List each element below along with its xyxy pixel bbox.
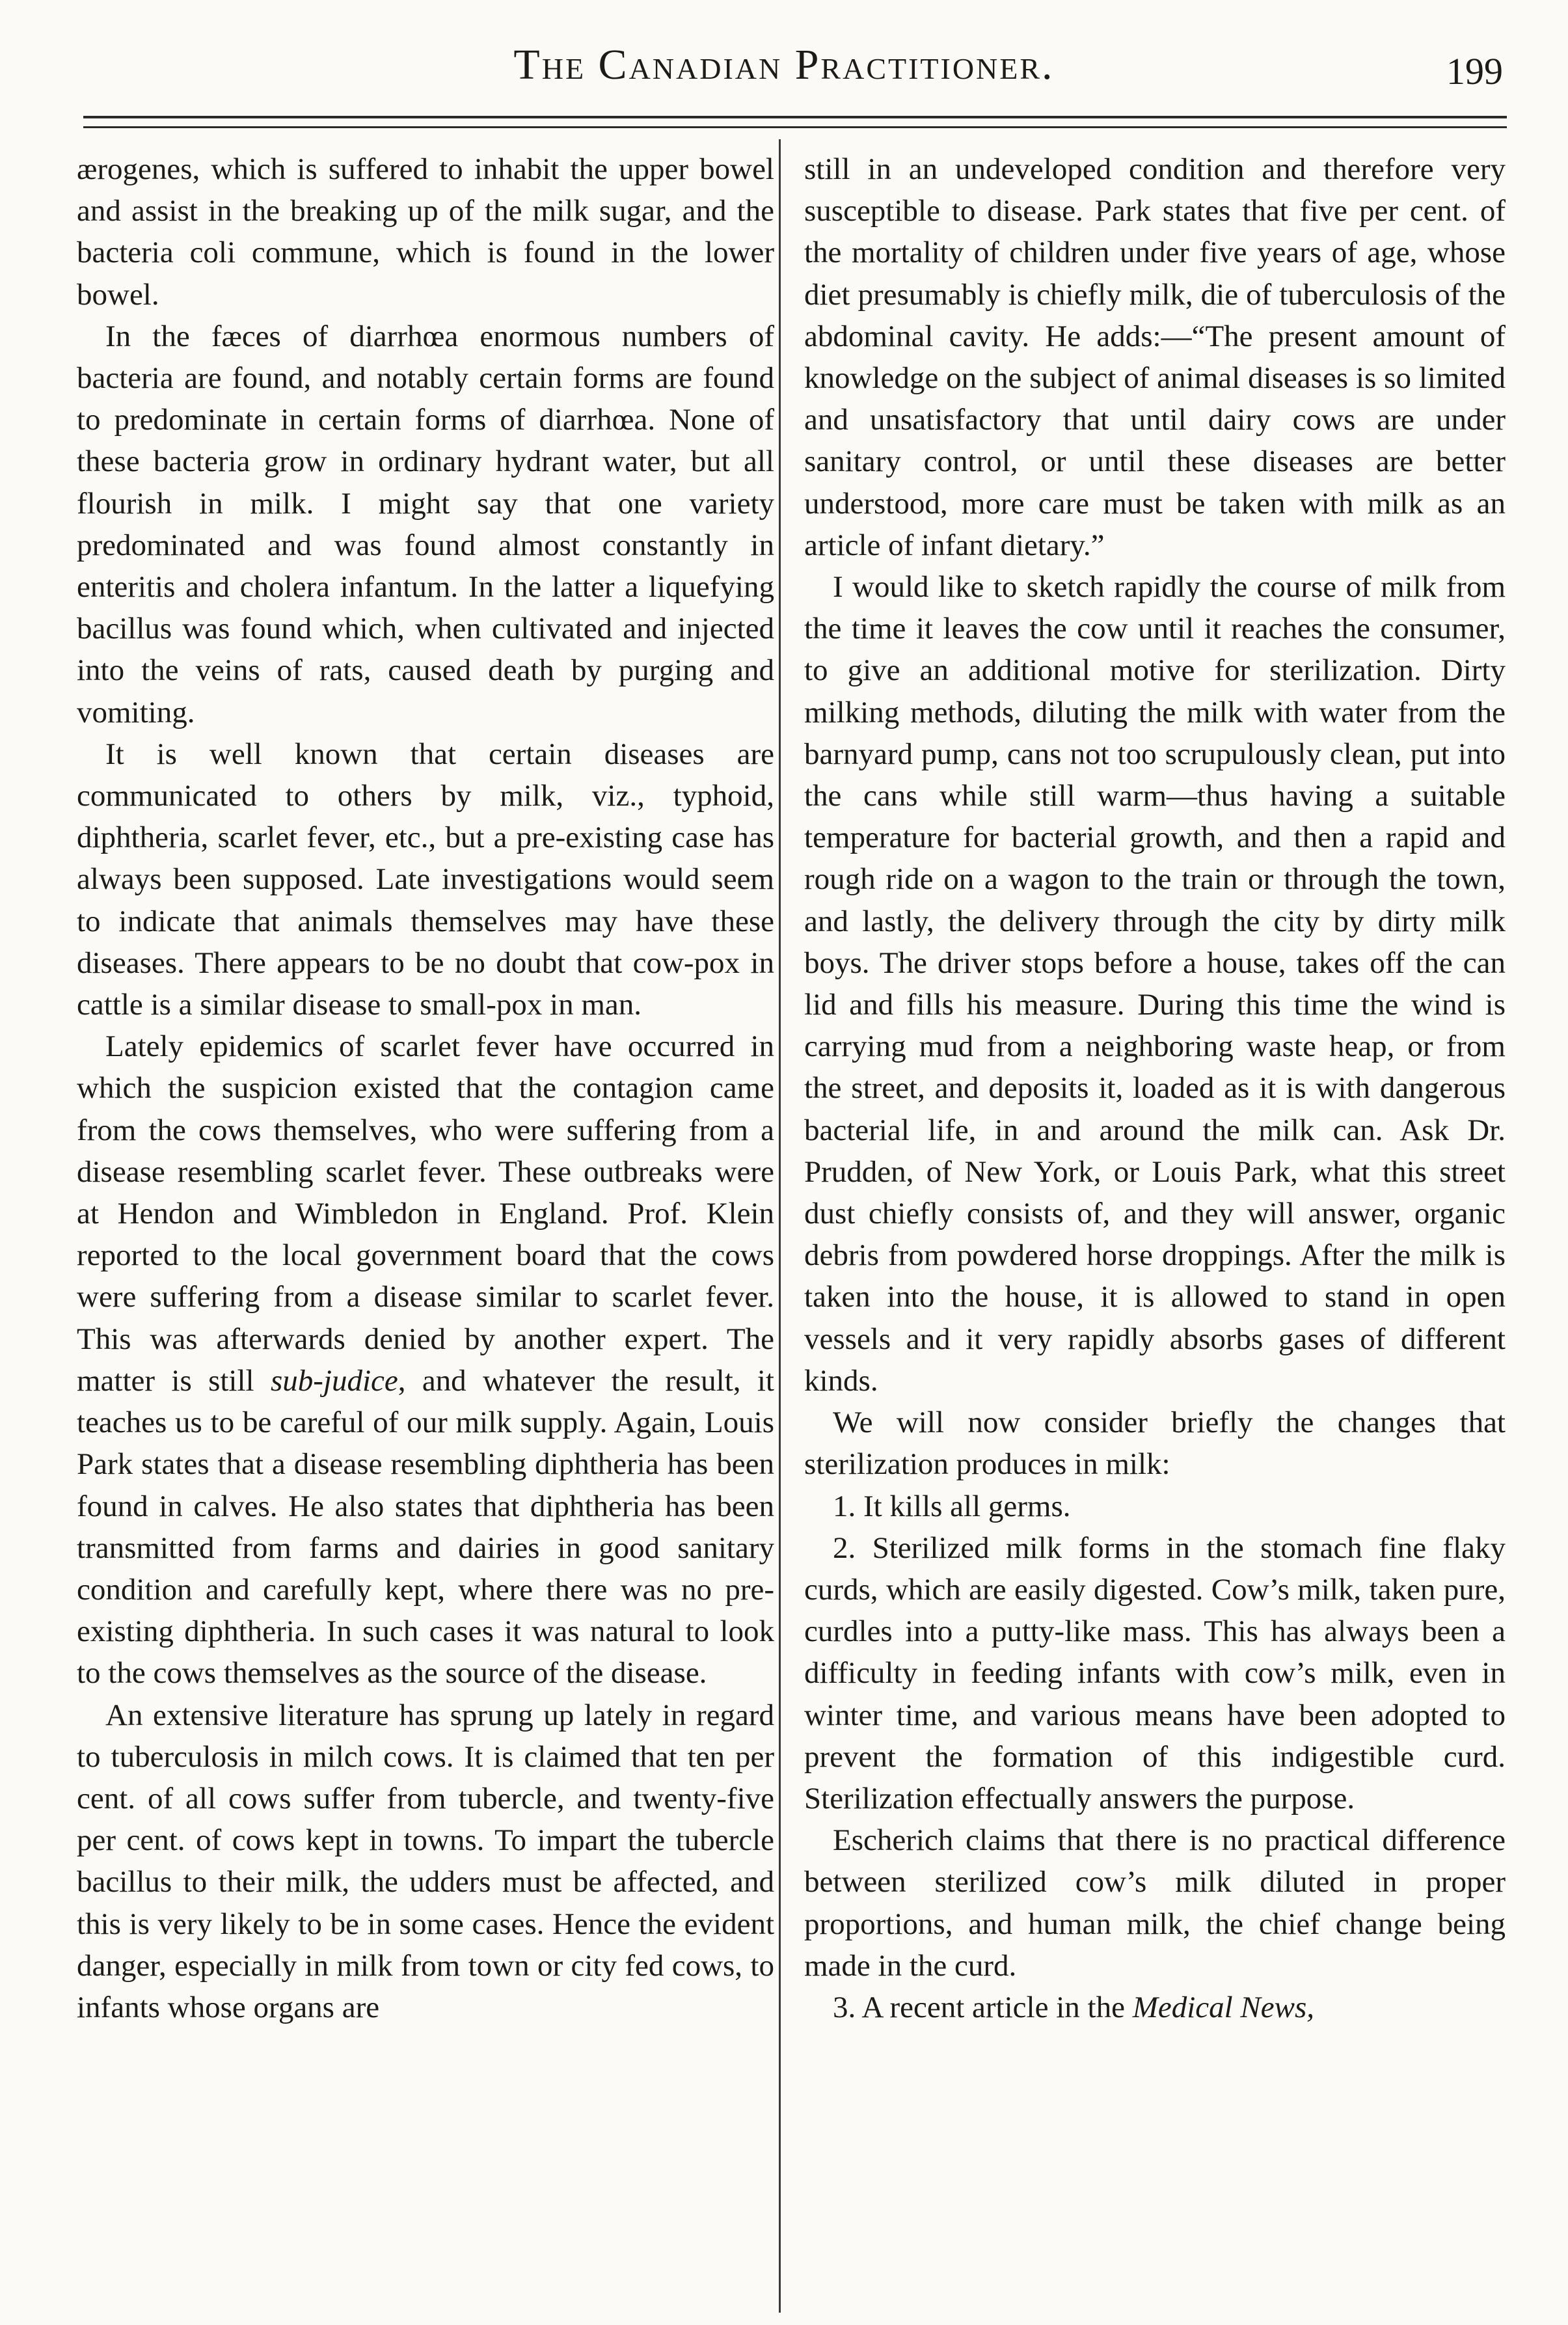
- journal-title: The Canadian Practitioner.: [513, 41, 1055, 88]
- column-divider: [779, 139, 781, 2313]
- left-column: [77, 148, 774, 2028]
- paragraph-changes-intro: We will now consider briefly the changes that sterilization produces in milk:: [804, 1406, 1506, 1482]
- paragraph-scarlet-fever: [77, 1026, 774, 1694]
- paragraph-milk-course: I would like to sketch rapidly the course of milk from the time it leaves the cow until it reaches the consumer, to give an additional motive for sterilization. Dirty milking methods, diluting the milk with water from the barnyard pump, cans not too scrupulously clean, put into the cans while still warm—thus having a suitable temperature for bacterial growth, and then a rapid and rough ride on a wagon to the train or through the town, and lastly, the delivery through the city by dirty milk boys. The driver stops before a house, takes off the can lid and fills his measure. During this time the wind is carrying mud from a neighboring waste heap, or from the street, and deposits it, loaded as it is with dangerous bacterial life, in and around the milk can. Ask Dr. Prudden, of New York, or Louis Park, what this street dust chiefly consists of, and they will answer, organic debris from powdered horse droppings. After the milk is taken into the house, it is allowed to stand in open vessels and it very rapidly absorbs gases of different kinds.: [804, 570, 1506, 1398]
- scarlet-text-1: Lately epidemics of scarlet fever have occurred in which the suspicion existed that the contagion came from the cows themselves, who were suffering from a disease resembling scarlet fever. These outbreaks were at Hendon and Wimbledon in England. Prof. Klein reported to the local government board that the cows were suffering from a disease similar to scarlet fever. This was afterwards denied by another expert. The matter is still: [77, 1029, 774, 1398]
- list-item-1: 1. It kills all germs.: [833, 1489, 1071, 1523]
- right-column: [804, 148, 1506, 2028]
- paragraph-park: still in an undeveloped condition and therefore very susceptible to disease. Park states that five per cent. of the mortality of children under five years of age, whose diet presumably is chiefly milk, die of tuberculosis of the abdominal cavity. He adds:—“The present amount of knowledge on the subject of animal diseases is so limited and unsatisfactory that until dairy cows are under sanitary control, or until these diseases are better understood, more care must be taken with milk as an article of infant dietary.”: [804, 152, 1506, 562]
- list-item-3: [804, 1987, 1506, 2028]
- paragraph-diseases: It is well known that certain diseases are communicated to others by milk, viz., typhoid, diphtheria, scarlet fever, etc., but a pre-existing case has always been supposed. Late investigations would seem to indicate that animals themselves may have these diseases. There appears to be no doubt that cow-pox in cattle is a similar disease to small-pox in man.: [77, 737, 774, 1022]
- scarlet-text-2: , and whatever the result, it teaches us to be careful of our milk supply. Again, Louis Park states that a disease resembling diphtheria has been found in calves. He also states that diphtheria has been transmitted from farms and dairies in good sanitary condition and carefully kept, where there was no pre-existing diphtheria. In such cases it was natural to look to the cows themselves as the source of the disease.: [77, 1363, 774, 1691]
- list-item-2: 2. Sterilized milk forms in the stomach fine flaky curds, which are easily digested. Cow’s milk, taken pure, curdles into a putty-like mass. This has always been a difficulty in feeding infants with cow’s milk, even in winter time, and various means have been adopted to prevent the formation of this indigestible curd. Sterilization effectually answers the purpose.: [804, 1530, 1506, 1815]
- paragraph-tuberculosis: An extensive literature has sprung up lately in regard to tuberculosis in milch cows. It is claimed that ten per cent. of all cows suffer from tubercle, and twenty-five per cent. of cows kept in towns. To impart the tubercle bacillus to their milk, the udders must be affected, and this is very likely to be in some cases. Hence the evident danger, especially in milk from town or city fed cows, to infants whose organs are: [77, 1698, 774, 2024]
- paragraph-escherich: Escherich claims that there is no practical difference between sterilized cow’s milk diluted in proper proportions, and human milk, the chief change being made in the curd.: [804, 1823, 1506, 1983]
- sub-judice-italic: sub-judice: [270, 1363, 398, 1398]
- paragraph-diarrhoea: In the fæces of diarrhœa enormous numbers of bacteria are found, and notably certain forms are found to predominate in certain forms of diarrhœa. None of these bacteria grow in ordinary hydrant water, but all flourish in milk. I might say that one variety predominated and was found almost constantly in enteritis and cholera infantum. In the latter a liquefying bacillus was found which, when cultivated and injected into the veins of rats, caused death by purging and vomiting.: [77, 319, 774, 729]
- paragraph-aerogenes: ærogenes, which is suffered to inhabit the upper bowel and assist in the breaking up of the milk sugar, and the bacteria coli commune, which is found in the lower bowel.: [77, 152, 774, 312]
- header-rule-bottom: [83, 126, 1507, 128]
- header-rule-top: [83, 116, 1507, 118]
- medical-news-italic: Medical News,: [1132, 1990, 1315, 2024]
- page-number: 199: [1446, 50, 1503, 92]
- item-3-text: 3. A recent article in the: [833, 1990, 1133, 2024]
